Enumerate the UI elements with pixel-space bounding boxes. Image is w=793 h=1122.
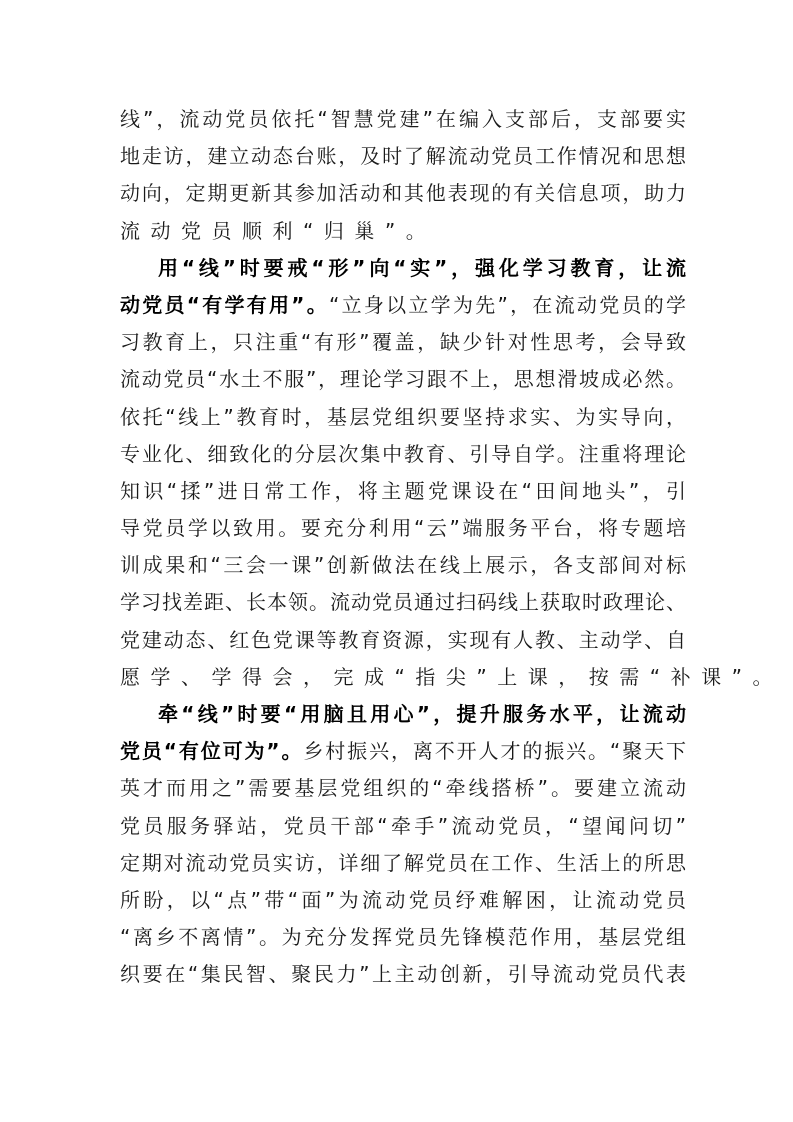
body-text: 习教育上，只注重“有形”覆盖，缺少针对性思考，会导致 [120,330,686,355]
body-text: 乡村振兴，离不开人才的振兴。“聚天下 [303,739,686,764]
body-text: 英才而用之”需要基层党组织的“牵线搭桥”。要建立流动 [120,776,686,801]
text-line [120,436,686,473]
body-text: “离乡不离情”。为充分发挥党员先锋模范作用，基层党组 [120,925,686,950]
body-text: 线”，流动党员依托“智慧党建”在编入支部后，支部要实 [120,107,686,131]
body-text: 训成果和“三会一课”创新做法在线上展示，各支部间对标 [120,553,686,578]
text-line [120,324,686,361]
text-line [120,547,686,584]
body-text: 学习找差距、长本领。流动党员通过扫码线上获取时政理论、 [120,590,686,615]
text-line [120,510,686,547]
body-text: 织要在“集民智、聚民力”上主动创新，引导流动党员代表 [120,962,686,987]
body-text: 导党员学以致用。要充分利用“云”端服务平台，将专题培 [120,516,686,541]
text-line [120,473,686,510]
text-line [120,361,686,398]
bold-heading-text: 用“线”时要戒“形”向“实”，强化学习教育，让流 [158,255,686,280]
bold-heading-text: 牵“线”时要“用脑且用心”，提升服务水平，让流动 [158,702,686,726]
bold-heading-text: 动党员“有学有用”。 [120,292,329,317]
body-text: 地走访，建立动态台账，及时了解流动党员工作情况和思想 [120,144,686,169]
body-text: 愿学、学得会，完成“指尖”上课，按需“补课”。 [120,664,783,689]
text-line [120,399,686,436]
text-line [120,250,686,287]
text-line [120,622,686,659]
body-text: 动向，定期更新其参加活动和其他表现的有关信息项，助力 [120,181,686,206]
bold-heading-text: 党员“有位可为”。 [120,739,304,764]
text-line [120,584,686,621]
text-line [120,845,686,882]
text-line [120,956,686,993]
text-line [120,138,686,175]
body-text: 依托“线上”教育时，基层党组织要坚持求实、为实导向， [120,404,686,429]
text-line [120,175,686,212]
text-line [120,696,686,733]
body-text: 知识“揉”进日常工作，将主题党课设在“田间地头”，引 [120,478,686,503]
text-line [120,919,686,956]
body-text: 流动党员顺利“归巢”。 [120,218,437,243]
text-line [120,882,686,919]
text-line [120,101,686,138]
body-text: 流动党员“水土不服”，理论学习跟不上，思想滑坡成必然。 [120,367,686,392]
body-text: “立身以立学为先”，在流动党员的学 [328,292,686,317]
text-line [120,287,686,324]
text-line [120,213,686,250]
body-text: 党员服务驿站，党员干部“牵手”流动党员，“望闻问切” [120,813,686,838]
body-text: 专业化、细致化的分层次集中教育、引导自学。注重将理论 [120,441,686,466]
body-text: 定期对流动党员实访，详细了解党员在工作、生活上的所思 [120,850,686,875]
body-text: 所盼，以“点”带“面”为流动党员纾难解困，让流动党员 [120,887,686,912]
text-line [120,733,686,770]
text-line [120,808,686,845]
text-line [120,659,783,696]
body-text: 党建动态、红色党课等教育资源，实现有人教、主动学、自 [120,627,686,652]
text-line [120,770,686,807]
document-body [120,101,783,994]
